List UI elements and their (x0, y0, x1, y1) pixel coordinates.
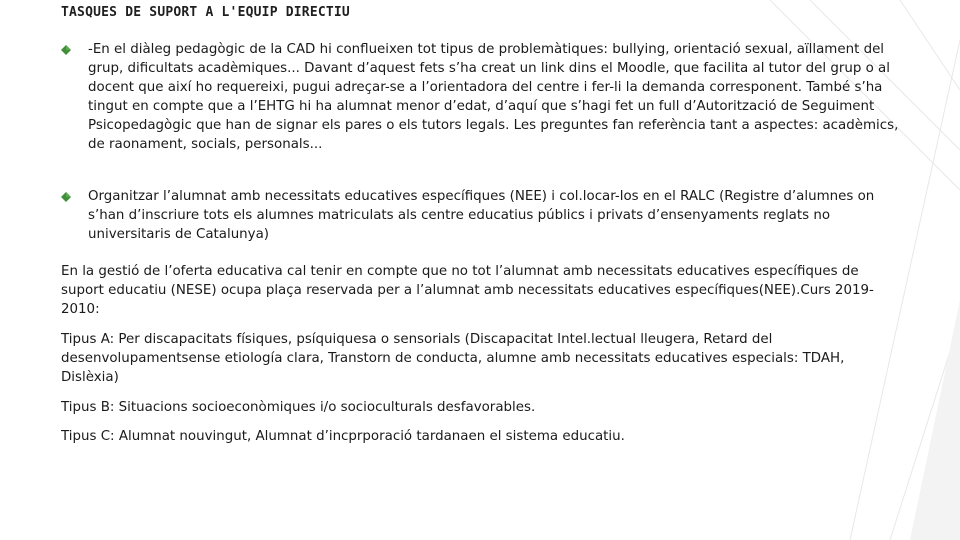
bullet-text: -En el diàleg pedagògic de la CAD hi conflueixen tot tipus de problemàtiques: bullying, orientació sexual, aïllament del grup, dificultats acadèmiques... Davant d’aquest fets s’ha creat un link dins el Moodle, que facilita al tutor del grup o al docent que així ho requereixi, pugui adreçar-se a l’orientadora del centre i fer-li la demanda corresponent. També s’ha tingut en compte que a l’EHTG hi ha alumnat menor d’edat, d’aquí que s’hagi fet un full d’Autorització de Seguiment Psicopedagògic que han de signar els pares o els tutors legals. Les preguntes fan referència tant a aspectes: acadèmics, de raonament, socials, personals... (88, 42, 899, 152)
paragraph-tipus-a: Tipus A: Per discapacitats físiques, psíquiquesa o sensorials (Discapacitat Intel.lectual lleugera, Retard del desenvolupamentsense etiología clara, Transtorn de conducta, alumne amb necessitats educatives especials: TDAH, Dislèxia) (61, 332, 845, 385)
slide-title: TASQUES DE SUPORT A L'EQUIP DIRECTIU (61, 5, 350, 20)
paragraph-tipus-c: Tipus C: Alumnat nouvingut, Alumnat d’incprporació tardanaen el sistema educatiu. (61, 429, 625, 444)
paragraph-tipus-b: Tipus B: Situacions socioeconòmiques i/o socioculturals desfavorables. (61, 400, 536, 415)
diamond-bullet-icon (61, 192, 71, 202)
list-item (61, 187, 901, 244)
bullet-list (61, 40, 901, 244)
list-item (61, 40, 901, 154)
bullet-text: Organitzar l’alumnat amb necessitats educatives específiques (NEE) i col.locar-los en el RALC (Registre d’alumnes on s’han d’inscriure tots els alumnes matriculats als centre educatius públics i privats d’ensenyaments reglats no universitaris de Catalunya) (88, 189, 875, 242)
diamond-bullet-icon (61, 45, 71, 55)
paragraph-oferta-educativa: En la gestió de l’oferta educativa cal tenir en compte que no tot l’alumnat amb necessitats educatives específiques de suport educatiu (NESE) ocupa plaça reservada per a l’alumnat amb necessitats educatives específiques(NEE).Curs 2019-2010: (61, 264, 874, 317)
